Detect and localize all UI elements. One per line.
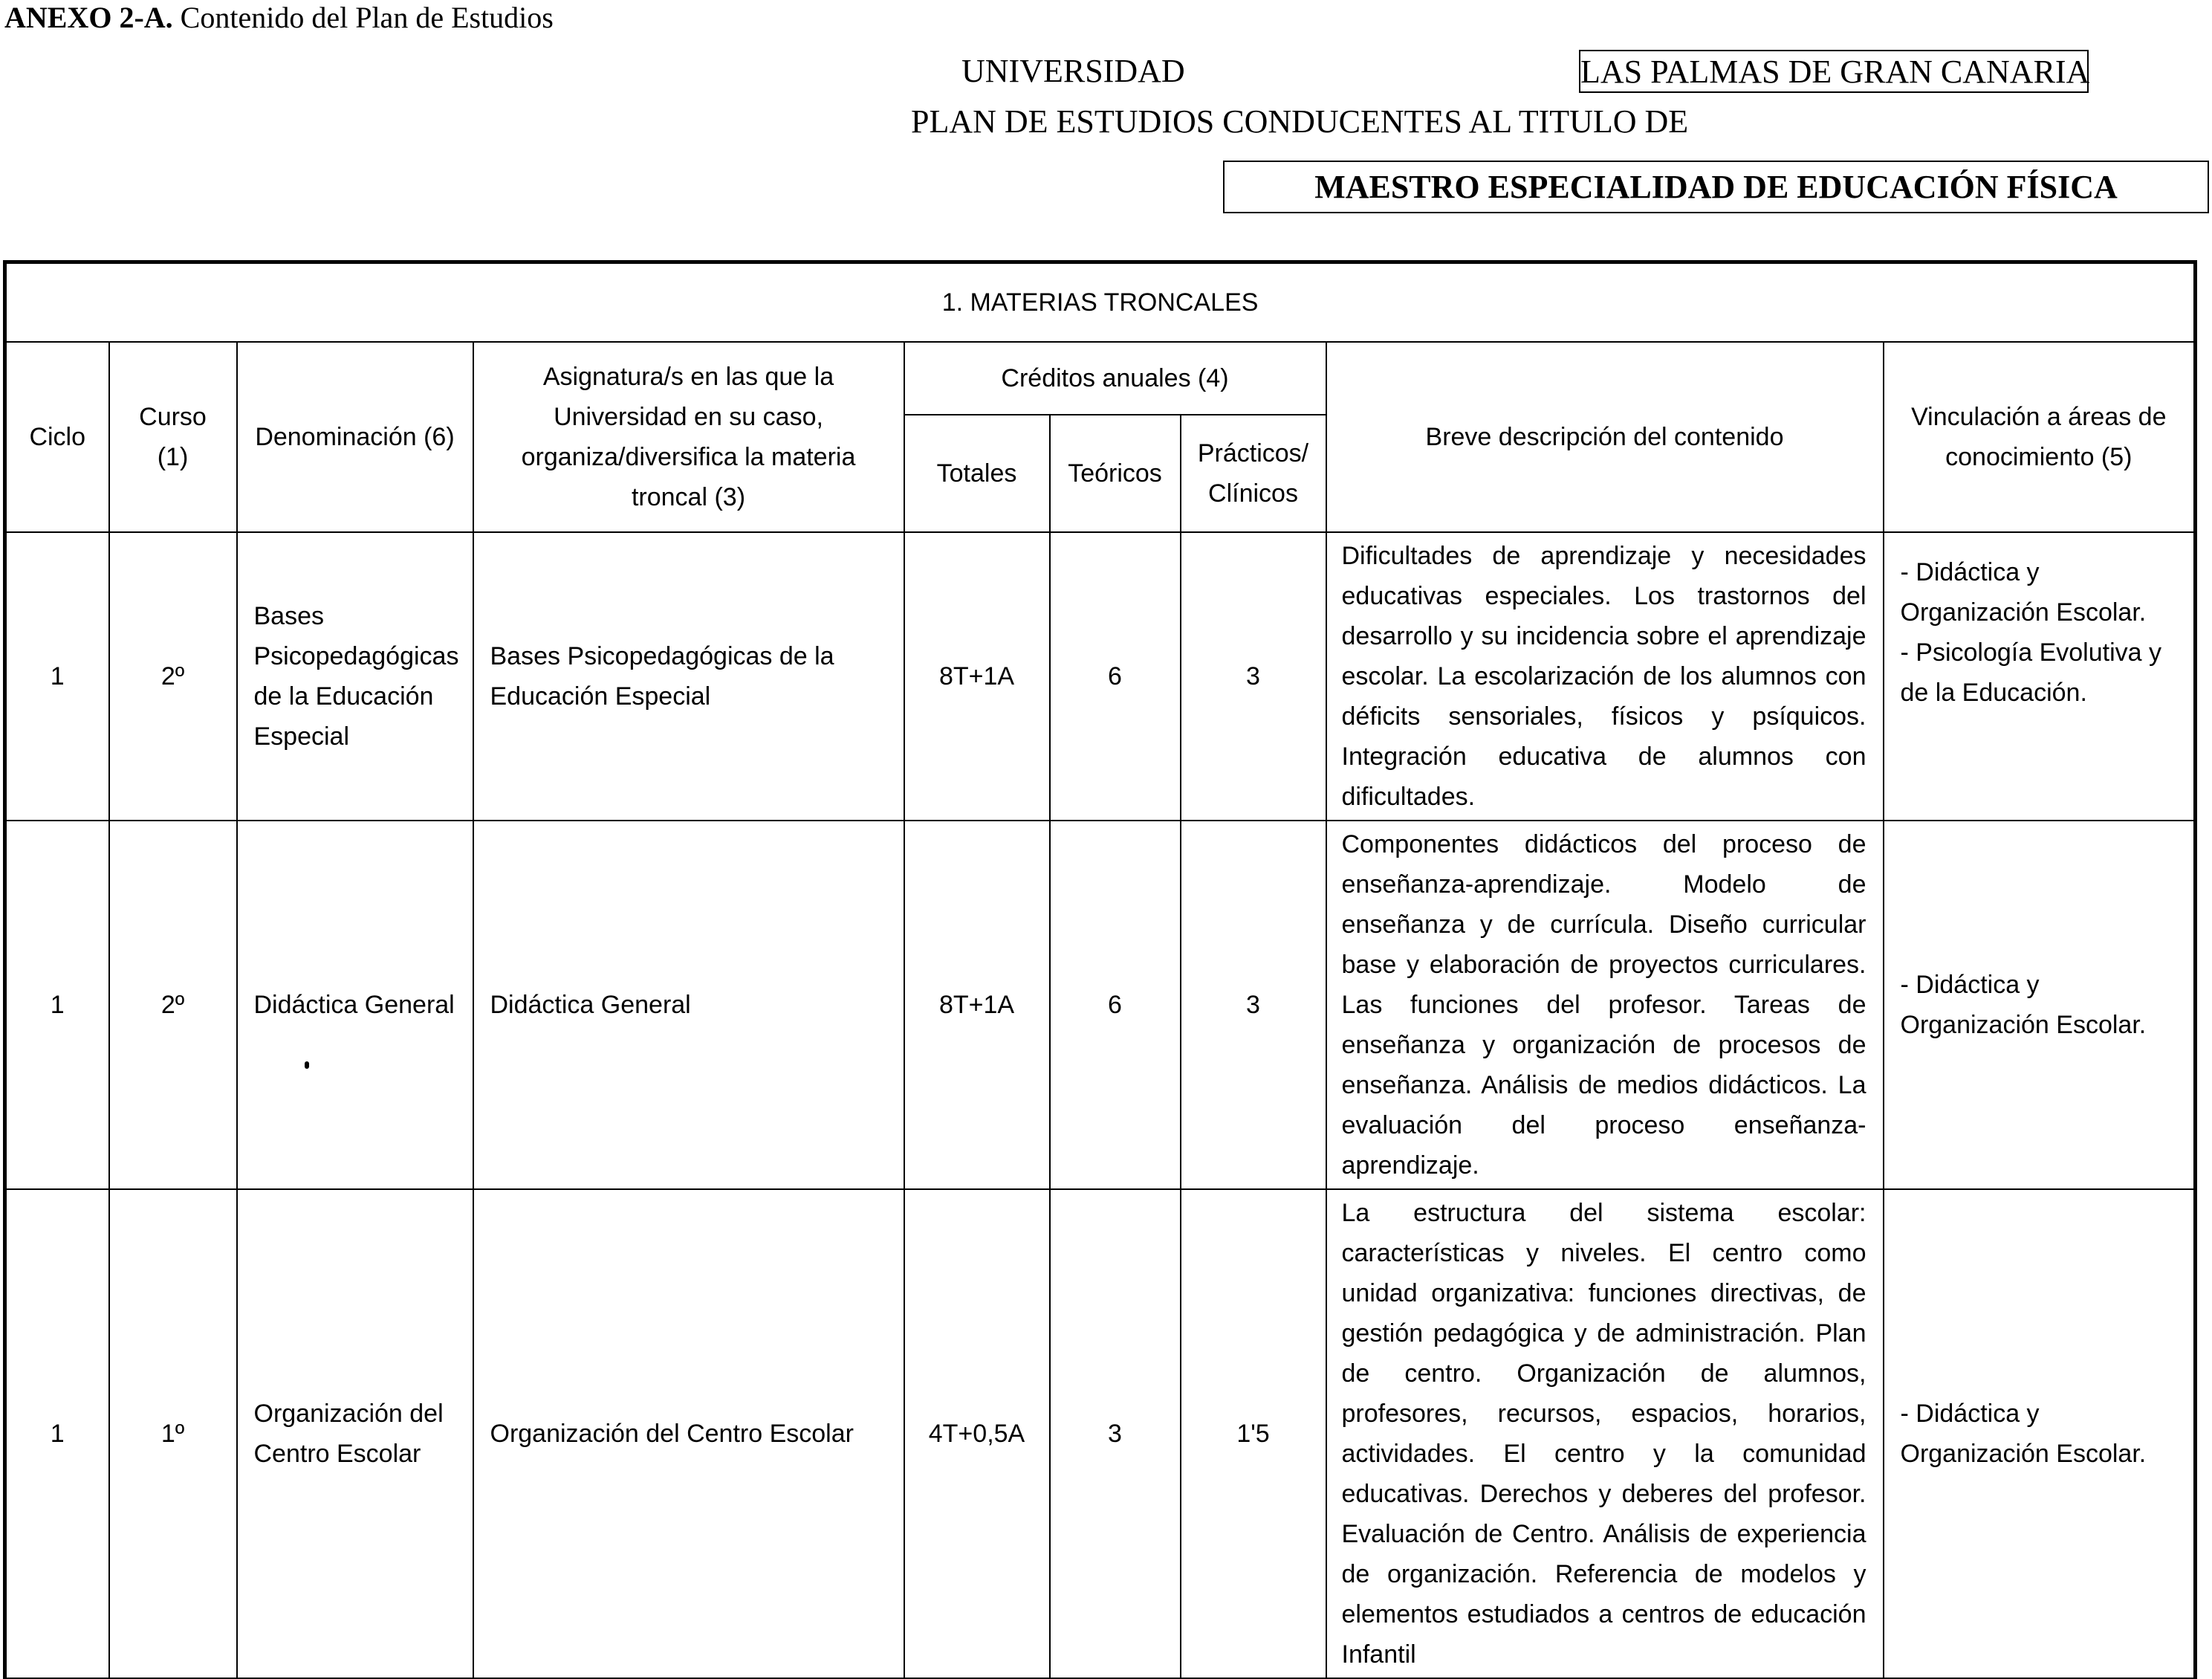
cell-teoricos: 3 [1050, 1189, 1181, 1678]
cell-totales: 8T+1A [904, 532, 1050, 821]
col-header-curso: Curso (1) [109, 342, 237, 532]
cell-curso: 2º [109, 532, 237, 821]
curriculum-table [3, 260, 2197, 1679]
col-header-descripcion: Breve descripción del contenido [1326, 342, 1884, 532]
cell-asignatura: Organización del Centro Escolar [473, 1189, 904, 1678]
degree-title-box: MAESTRO ESPECIALIDAD DE EDUCACIÓN FÍSICA [1223, 161, 2209, 213]
cell-descripcion: Dificultades de aprendizaje y necesidades educativas especiales. Los trastornos del desarrollo y su incidencia sobre el aprendizaje escolar. La escolarización de los alumnos con déficits sensoriales, físicos y psíquicos. Integración educativa de alumnos con dificultades. [1326, 532, 1884, 821]
cell-asignatura: Didáctica General [473, 821, 904, 1189]
university-name-box: LAS PALMAS DE GRAN CANARIA [1579, 50, 2089, 93]
col-header-vinculacion: Vinculación a áreas de conocimiento (5) [1884, 342, 2196, 532]
cell-practicos: 3 [1181, 821, 1326, 1189]
annex-heading [4, 0, 554, 36]
area-item: - Didáctica y Organización Escolar. [1900, 971, 2147, 1039]
column-header-row [5, 342, 2196, 415]
table-row [5, 532, 2196, 821]
scan-speck [305, 1061, 309, 1069]
cell-areas [1884, 532, 2196, 821]
cell-ciclo: 1 [5, 1189, 109, 1678]
university-label: UNIVERSIDAD [961, 53, 1185, 89]
area-item: - Psicología Evolutiva y de la Educación. [1900, 638, 2161, 707]
col-header-totales: Totales [904, 415, 1050, 532]
cell-areas [1884, 821, 2196, 1189]
cell-areas [1884, 1189, 2196, 1678]
cell-descripcion: Componentes didácticos del proceso de enseñanza-aprendizaje. Modelo de enseñanza y de currícula. Diseño curricular base y elaboración de proyectos curriculares. Las funciones del profesor. Tareas de enseñanza y organización de procesos de enseñanza. Análisis de medios didácticos. La evaluación del proceso enseñanza-aprendizaje. [1326, 821, 1884, 1189]
cell-practicos: 1'5 [1181, 1189, 1326, 1678]
annex-subtitle: Contenido del Plan de Estudios [172, 1, 554, 34]
cell-ciclo: 1 [5, 821, 109, 1189]
col-header-denominacion: Denominación (6) [237, 342, 473, 532]
col-header-ciclo: Ciclo [5, 342, 109, 532]
annex-label: ANEXO 2-A. [4, 1, 173, 34]
cell-practicos: 3 [1181, 532, 1326, 821]
cell-denominacion: Bases Psicopedagógicas de la Educación Especial [237, 532, 473, 821]
plan-title: PLAN DE ESTUDIOS CONDUCENTES AL TITULO DE [911, 103, 1689, 140]
cell-totales: 4T+0,5A [904, 1189, 1050, 1678]
cell-denominacion: Organización del Centro Escolar [237, 1189, 473, 1678]
cell-teoricos: 6 [1050, 532, 1181, 821]
cell-totales: 8T+1A [904, 821, 1050, 1189]
section-title: 1. MATERIAS TRONCALES [5, 262, 2196, 343]
cell-asignatura: Bases Psicopedagógicas de la Educación Especial [473, 532, 904, 821]
cell-curso: 1º [109, 1189, 237, 1678]
cell-denominacion: Didáctica General [237, 821, 473, 1189]
col-header-practicos: Prácticos/ Clínicos [1181, 415, 1326, 532]
col-header-teoricos: Teóricos [1050, 415, 1181, 532]
col-header-creditos: Créditos anuales (4) [904, 342, 1326, 415]
table-row [5, 821, 2196, 1189]
section-header-row [5, 262, 2196, 343]
area-item: - Didáctica y Organización Escolar. [1900, 558, 2147, 627]
cell-teoricos: 6 [1050, 821, 1181, 1189]
cell-curso: 2º [109, 821, 237, 1189]
cell-ciclo: 1 [5, 532, 109, 821]
col-header-asignaturas: Asignatura/s en las que la Universidad en su caso, organiza/diversifica la materia troncal (3) [473, 342, 904, 532]
cell-descripcion: La estructura del sistema escolar: características y niveles. El centro como unidad organizativa: funciones directivas, de gestión pedagógica y de administración. Plan de centro. Organización de alumnos, profesores, recursos, espacios, horarios, actividades. El centro y la comunidad educativas. Derechos y deberes del profesor. Evaluación de Centro. Análisis de experiencia de organización. Referencia de modelos y elementos estudiados a centros de educación Infantil [1326, 1189, 1884, 1678]
table-row [5, 1189, 2196, 1678]
area-item: - Didáctica y Organización Escolar. [1900, 1400, 2147, 1468]
